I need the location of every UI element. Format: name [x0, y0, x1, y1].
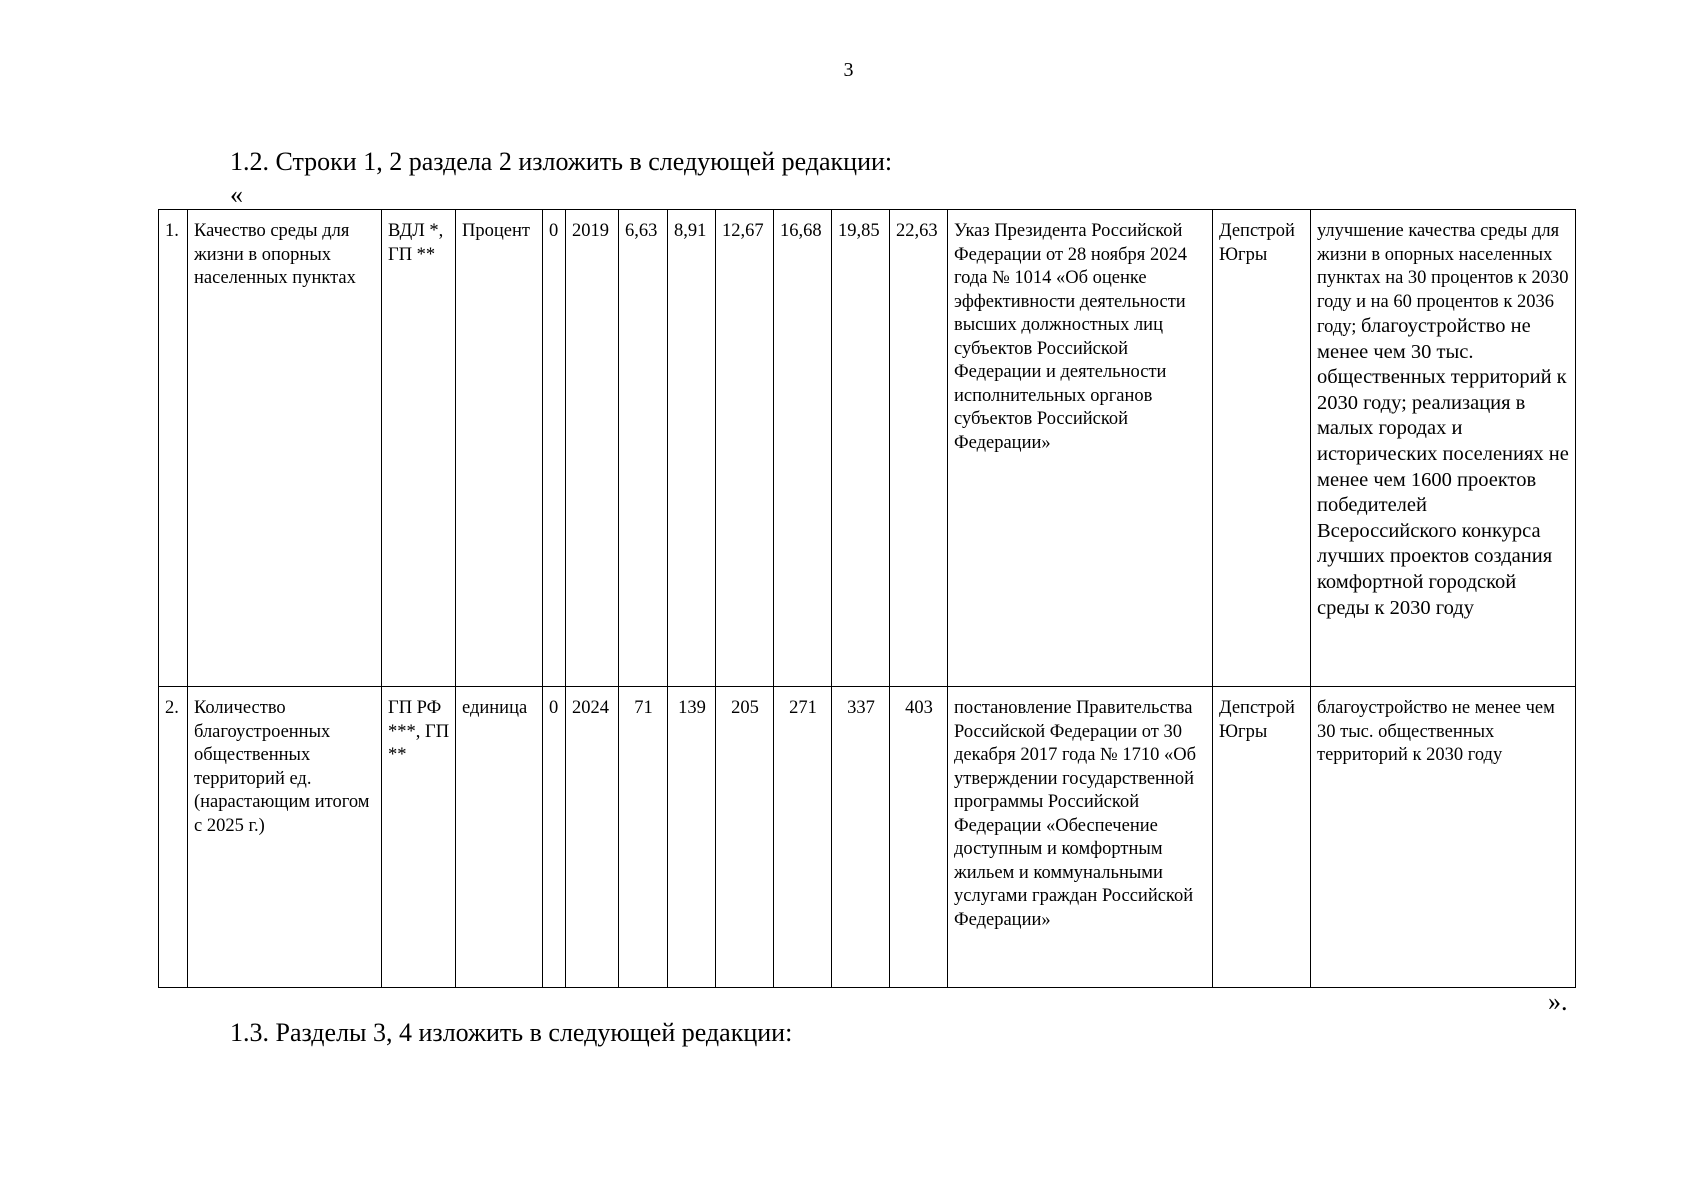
- goal-text-part-2: благоустройство не менее чем 30 тыс. общественных территорий к 2030 году; реализация в малых городах и исторических поселениях не менее чем 1600 проектов победителей Всероссийского конкурса лучших проектов создания комфортной городской среды к 2030 году: [1317, 315, 1569, 619]
- regulatory-document: Указ Президента Российской Федерации от 28 ноября 2024 года № 1014 «Об оценке эффективности деятельности высших должностных лиц субъектов Российской Федерации и деятельности исполнительных органов субъектов Российской Федерации»: [948, 210, 1213, 687]
- value-year-6: 403: [890, 687, 948, 988]
- row-number: 1.: [159, 210, 188, 687]
- row-number: 2.: [159, 687, 188, 988]
- national-goal-link: [1311, 210, 1576, 687]
- unit-of-measure: Процент: [456, 210, 543, 687]
- value-year-3: 205: [716, 687, 774, 988]
- opening-quote: «: [230, 180, 243, 209]
- value-year-5: 19,85: [832, 210, 890, 687]
- unit-of-measure: единица: [456, 687, 543, 988]
- base-year: 2019: [566, 210, 619, 687]
- table-row: [159, 210, 1576, 687]
- indicator-level: ВДЛ *, ГП **: [382, 210, 456, 687]
- national-goal-link: благоустройство не менее чем 30 тыс. общественных территорий к 2030 году: [1311, 687, 1576, 988]
- goal-text-part-1: улучшение качества среды для жизни в опорных населенных пунктах на 30 процентов к 2030 году и на 60 процентов к 2036 году;: [1317, 221, 1569, 337]
- value-year-5: 337: [832, 687, 890, 988]
- paragraph-1-3: 1.3. Разделы 3, 4 изложить в следующей редакции:: [230, 1018, 793, 1047]
- value-year-2: 8,91: [668, 210, 716, 687]
- base-value: 0: [543, 210, 566, 687]
- indicator-name: Качество среды для жизни в опорных населенных пунктах: [188, 210, 382, 687]
- value-year-4: 271: [774, 687, 832, 988]
- indicator-name: Количество благоустроенных общественных территорий ед. (нарастающим итогом с 2025 г.): [188, 687, 382, 988]
- base-value: 0: [543, 687, 566, 988]
- value-year-4: 16,68: [774, 210, 832, 687]
- closing-quote: ».: [1548, 987, 1568, 1016]
- indicators-table: [158, 209, 1576, 988]
- page-number: 3: [843, 59, 854, 81]
- table-row: [159, 687, 1576, 988]
- value-year-1: 6,63: [619, 210, 668, 687]
- responsible-body: Депстрой Югры: [1213, 210, 1311, 687]
- value-year-3: 12,67: [716, 210, 774, 687]
- responsible-body: Депстрой Югры: [1213, 687, 1311, 988]
- value-year-1: 71: [619, 687, 668, 988]
- value-year-6: 22,63: [890, 210, 948, 687]
- value-year-2: 139: [668, 687, 716, 988]
- paragraph-1-2: 1.2. Строки 1, 2 раздела 2 изложить в следующей редакции:: [230, 147, 893, 176]
- indicator-level: ГП РФ ***, ГП **: [382, 687, 456, 988]
- base-year: 2024: [566, 687, 619, 988]
- regulatory-document: постановление Правительства Российской Федерации от 30 декабря 2017 года № 1710 «Об утверждении государственной программы Российской Федерации «Обеспечение доступным и комфортным жильем и коммунальными услугами граждан Российской Федерации»: [948, 687, 1213, 988]
